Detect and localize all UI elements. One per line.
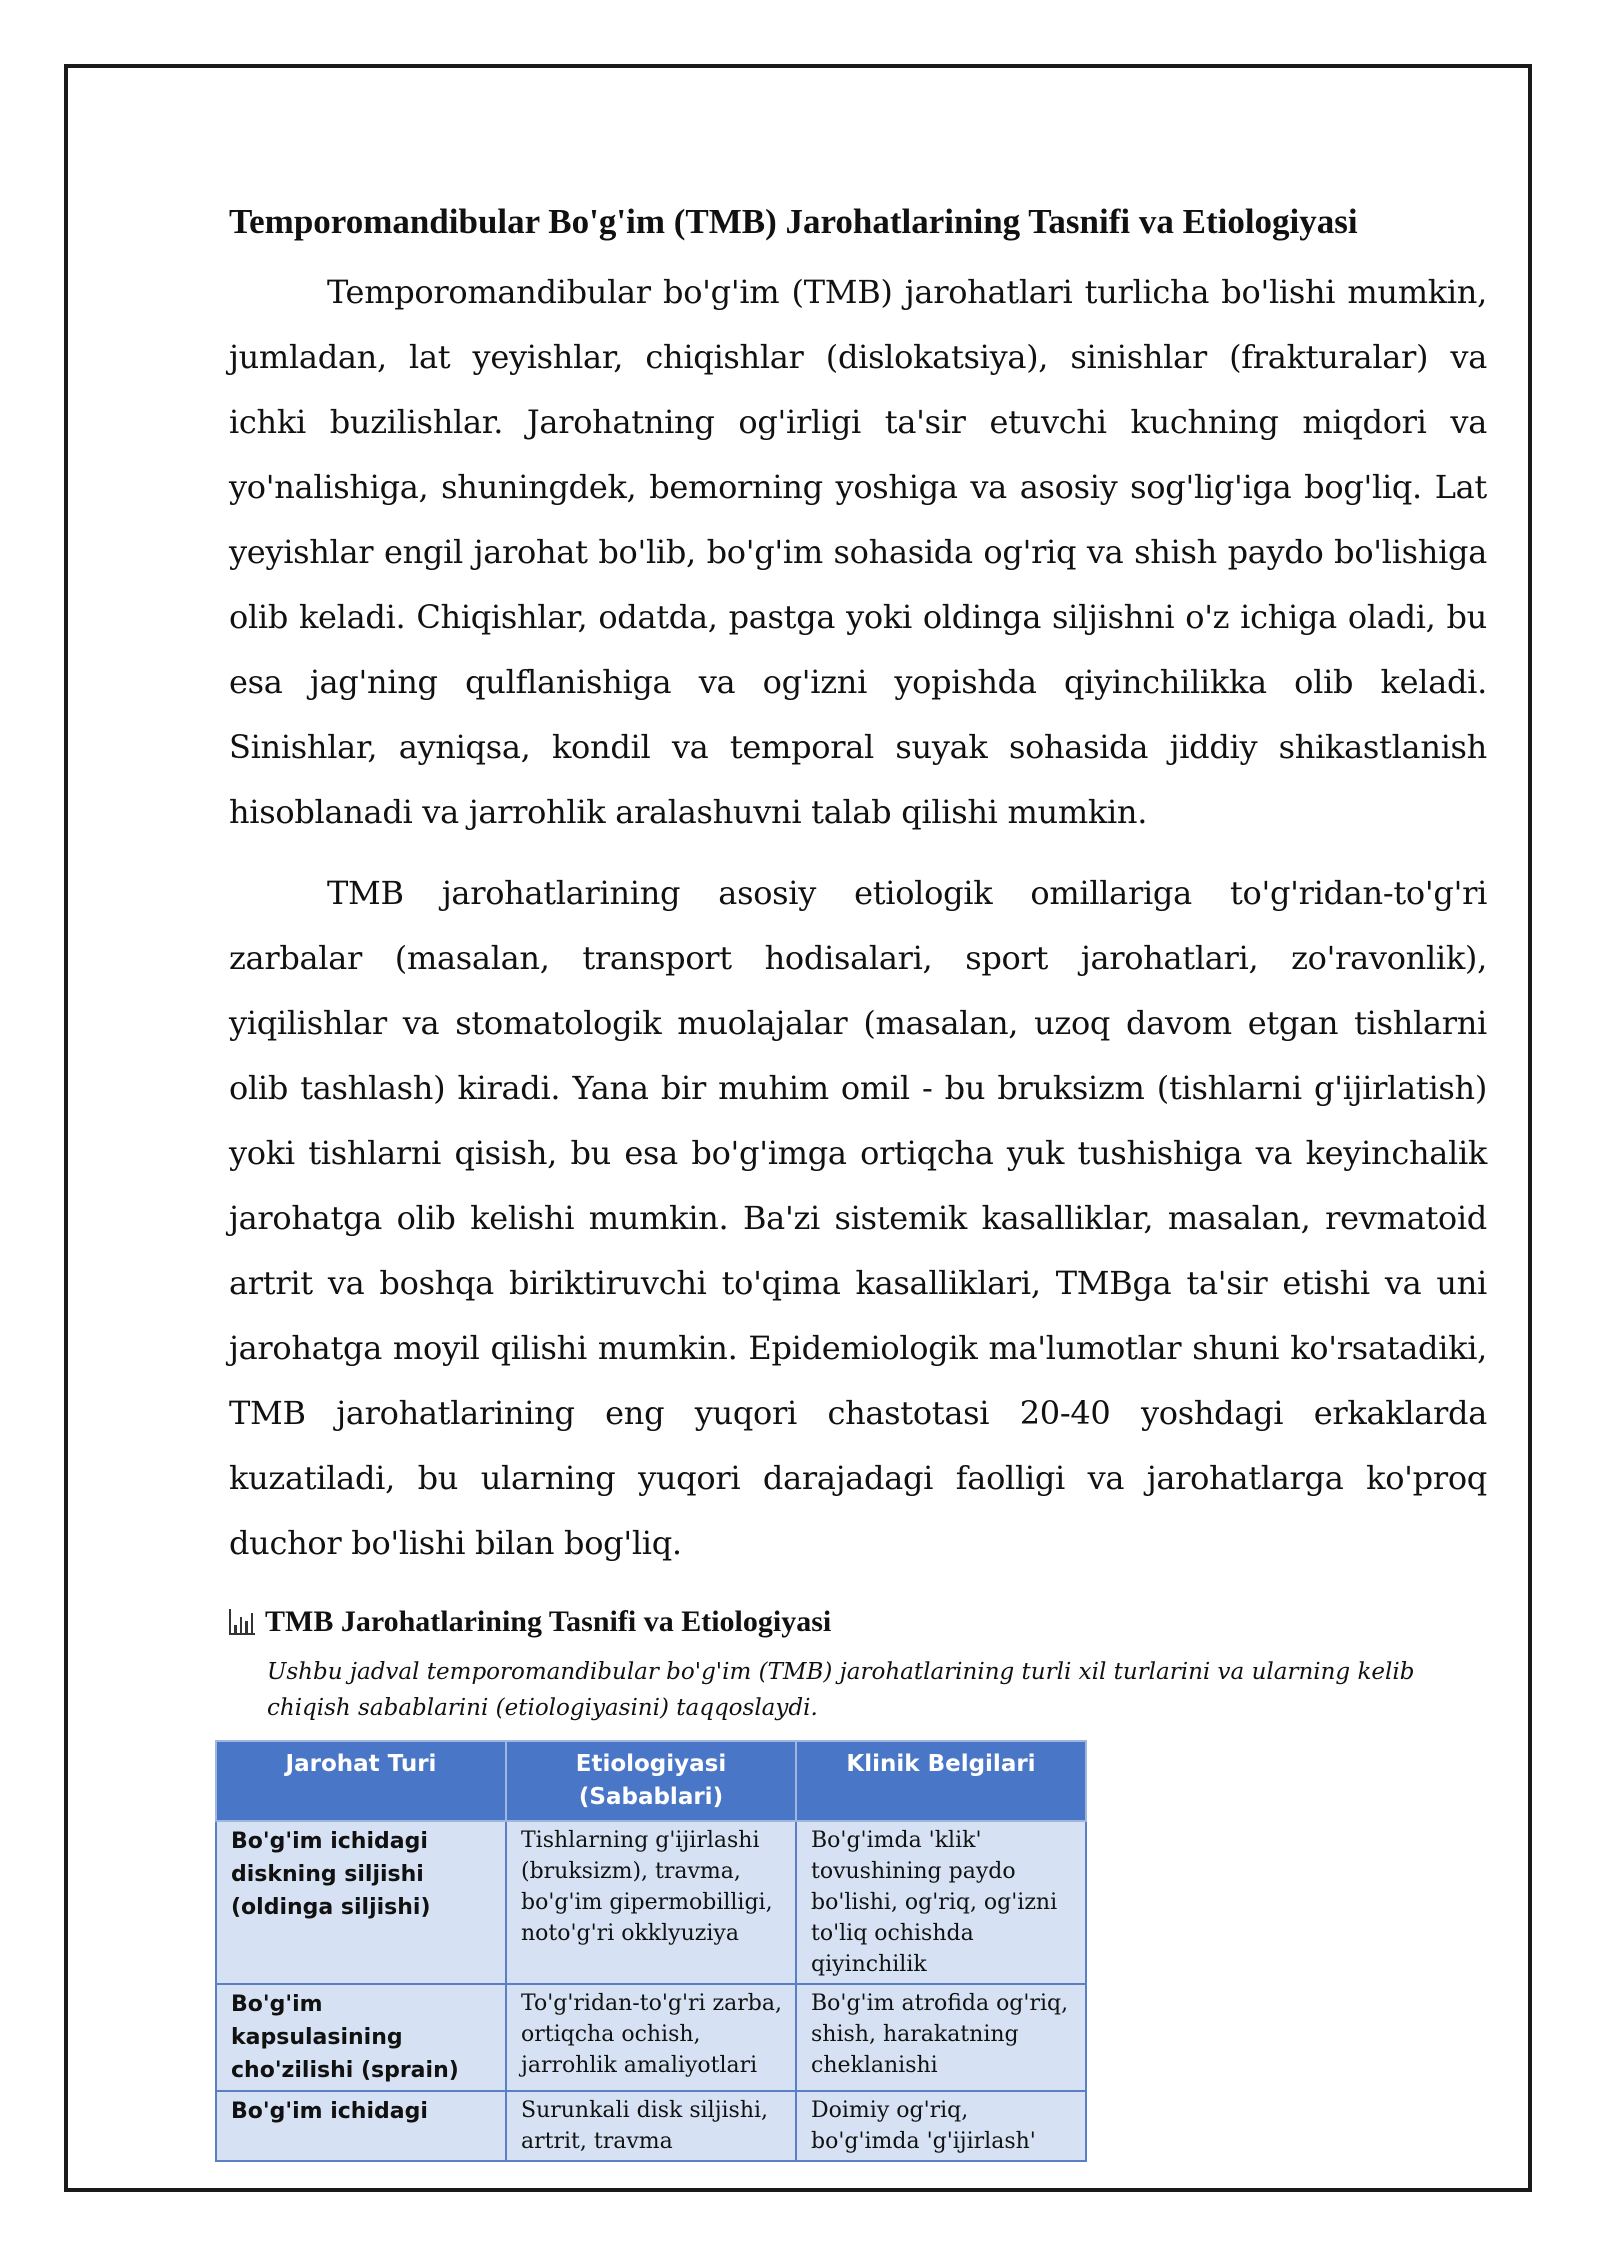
table-cell-clinical-signs: Bo'g'im atrofida og'riq, shish, harakatning cheklanishi: [796, 1984, 1086, 2091]
table-row: [216, 1821, 1086, 1984]
column-header-clinical-signs: Klinik Belgilari: [796, 1741, 1086, 1821]
table-row: [216, 2091, 1086, 2161]
document-body: [229, 198, 1487, 2162]
table-cell-injury-type: Bo'g'im kapsulasining cho'zilishi (sprain): [216, 1984, 506, 2091]
column-header-etiology: Etiologiyasi (Sabablari): [506, 1741, 796, 1821]
table-cell-etiology: Tishlarning g'ijirlashi (bruksizm), travma, bo'g'im gipermobilligi, noto'g'ri okklyuziya: [506, 1821, 796, 1984]
table-heading-text: TMB Jarohatlarining Tasnifi va Etiologiyasi: [265, 1605, 832, 1638]
tmb-injury-table: [215, 1740, 1087, 2162]
table-cell-injury-type: Bo'g'im ichidagi: [216, 2091, 506, 2161]
table-cell-clinical-signs: Doimiy og'riq, bo'g'imda 'g'ijirlash': [796, 2091, 1086, 2161]
paragraph-etiology: TMB jarohatlarining asosiy etiologik omillariga to'g'ridan-to'g'ri zarbalar (masalan, transport hodisalari, sport jarohatlari, zo'ravonlik), yiqilishlar va stomatologik muolajalar (masalan, uzoq davom etgan tishlarni olib tashlash) kiradi. Yana bir muhim omil - bu bruksizm (tishlarni g'ijirlatish) yoki tishlarni qisish, bu esa bo'g'imga ortiqcha yuk tushishiga va keyinchalik jarohatga olib kelishi mumkin. Ba'zi sistemik kasalliklar, masalan, revmatoid artrit va boshqa biriktiruvchi to'qima kasalliklari, TMBga ta'sir etishi va uni jarohatga moyil qilishi mumkin. Epidemiologik ma'lumotlar shuni ko'rsatadiki, TMB jarohatlarining eng yuqori chastotasi 20-40 yoshdagi erkaklarda kuzatiladi, bu ularning yuqori darajadagi faolligi va jarohatlarga ko'proq duchor bo'lishi bilan bog'liq.: [229, 874, 1487, 1562]
table-cell-etiology: To'g'ridan-to'g'ri zarba, ortiqcha ochish, jarrohlik amaliyotlari: [506, 1984, 796, 2091]
bar-chart-icon: [229, 1609, 255, 1635]
table-row: [216, 1984, 1086, 2091]
table-cell-clinical-signs: Bo'g'imda 'klik' tovushining paydo bo'lishi, og'riq, og'izni to'liq ochishda qiyinchilik: [796, 1821, 1086, 1984]
table-cell-etiology: Surunkali disk siljishi, artrit, travma: [506, 2091, 796, 2161]
table-heading: [229, 1600, 1487, 1644]
column-header-injury-type: Jarohat Turi: [216, 1741, 506, 1821]
table-cell-injury-type: Bo'g'im ichidagi diskning siljishi (oldinga siljishi): [216, 1821, 506, 1984]
table-header-row: [216, 1741, 1086, 1821]
table-caption: Ushbu jadval temporomandibular bo'g'im (TMB) jarohatlarining turli xil turlarini va ularning kelib chiqish sabablarini (etiologiyasini) taqqoslaydi.: [267, 1659, 1415, 1721]
paragraph-classification: Temporomandibular bo'g'im (TMB) jarohatlari turlicha bo'lishi mumkin, jumladan, lat yeyishlar, chiqishlar (dislokatsiya), sinishlar (frakturalar) va ichki buzilishlar. Jarohatning og'irligi ta'sir etuvchi kuchning miqdori va yo'nalishiga, shuningdek, bemorning yoshiga va asosiy sog'lig'iga bog'liq. Lat yeyishlar engil jarohat bo'lib, bo'g'im sohasida og'riq va shish paydo bo'lishiga olib keladi. Chiqishlar, odatda, pastga yoki oldinga siljishni o'z ichiga oladi, bu esa jag'ning qulflanishiga va og'izni yopishda qiyinchilikka olib keladi. Sinishlar, ayniqsa, kondil va temporal suyak sohasida jiddiy shikastlanish hisoblanadi va jarrohlik aralashuvni talab qilishi mumkin.: [229, 273, 1487, 831]
table-section: [229, 1600, 1487, 2162]
document-title: Temporomandibular Bo'g'im (TMB) Jarohatlarining Tasnifi va Etiologiyasi: [229, 202, 1358, 241]
